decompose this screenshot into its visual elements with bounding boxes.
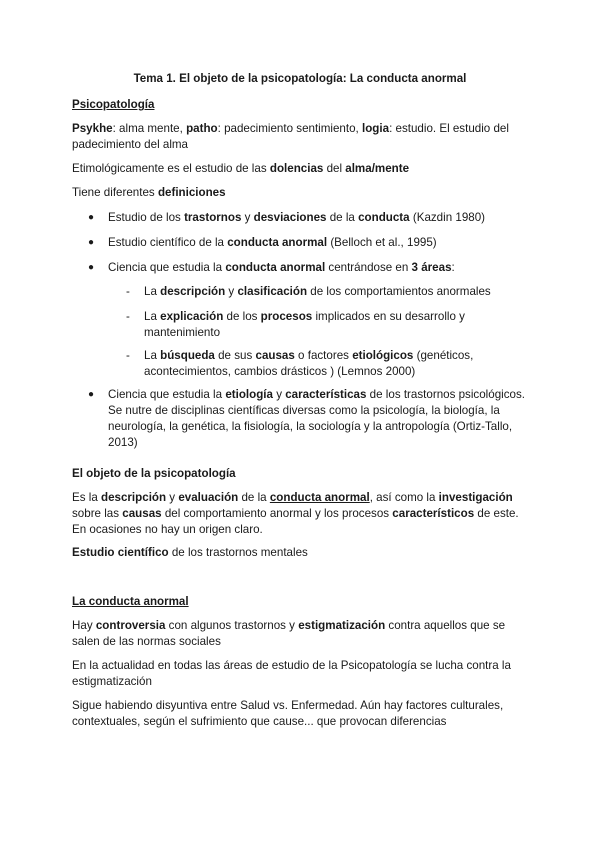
- document-title: Tema 1. El objeto de la psicopatología: La conducta anormal: [133, 72, 467, 85]
- bullet-marker: ●: [88, 262, 95, 273]
- bullet-marker: ●: [88, 389, 95, 400]
- paragraph-objeto: Es la descripción y evaluación de la conducta anormal, así como la investigación sobre las causas del comportamiento anormal y los procesos característicos de este. En ocasiones no hay un origen claro.: [72, 491, 519, 536]
- section-heading-conducta-anormal: La conducta anormal: [72, 595, 189, 608]
- paragraph-psykhe: Psykhe: alma mente, patho: padecimiento sentimiento, logia: estudio. El estudio del padecimiento del alma: [72, 122, 509, 151]
- section-heading-objeto: El objeto de la psicopatología: [72, 467, 236, 480]
- paragraph-disyuntiva: Sigue habiendo disyuntiva entre Salud vs. Enfermedad. Aún hay factores culturales, contextuales, según el sufrimiento que cause... que provocan diferencias: [72, 699, 504, 728]
- bullet-marker: ●: [88, 212, 95, 223]
- document-page: Tema 1. El objeto de la psicopatología: La conducta anormal Psicopatología Psykhe: alma mente, patho: padecimiento sentimiento, logia: estudio. El estudio del padecimiento del alma Etimológicamente es el estudio de las dolencias del alma/mente Tiene diferentes definiciones ● Estudio de los trastornos y desviaciones de la conducta (Kazdin 1980) ● Estudio científico de la conducta anormal (Belloch et al., 1995) ● Ciencia que estudia la conducta anormal centrándose en 3 áreas: - La descripción y clasificación de los comportamientos anormales - La explicación de los procesos implicados en su desarrollo y mantenimiento - La búsqueda de sus causas o factores etiológicos (genéticos, acontecimientos, cambios drásticos ) (Lemnos 2000) ● Ciencia que estudia la etiología y características de los trastornos psicológicos. Se nutre de disciplinas científicas diversas como la psicología, la biología, la neurología, la genética, la fisiología, la sociología y la antropología (Ortiz-Tallo, 2013) El objeto de la psicopatología Es la descripción y evaluación de la conducta anormal, así como la investigación sobre las causas del comportamiento anormal y los procesos característicos de este. En ocasiones no hay un origen claro. Estudio científico de los trastornos mentales La conducta anormal Hay controversia con algunos trastornos y estigmatización contra aquellos que se salen de las normas sociales En la actualidad en todas las áreas de estudio de la Psicopatología se lucha contra la estigmatización Sigue habiendo disyuntiva entre Salud vs. Enfermedad. Aún hay factores culturales, contextuales, según el sufrimiento que cause... que provocan diferencias: [0, 0, 600, 848]
- paragraph-estudio-cientifico: Estudio científico de los trastornos mentales: [72, 546, 308, 559]
- dash-marker: -: [126, 285, 130, 298]
- paragraph-definiciones: Tiene diferentes definiciones: [72, 186, 226, 199]
- dash-marker: -: [126, 310, 130, 323]
- section-heading-psicopatologia: Psicopatología: [72, 98, 155, 111]
- paragraph-actualidad: En la actualidad en todas las áreas de estudio de la Psicopatología se lucha contra la estigmatización: [72, 659, 511, 688]
- paragraph-controversia: Hay controversia con algunos trastornos y estigmatización contra aquellos que se salen de las normas sociales: [72, 619, 506, 648]
- paragraph-etimologia: Etimológicamente es el estudio de las dolencias del alma/mente: [72, 162, 410, 175]
- bullet-marker: ●: [88, 237, 95, 248]
- dash-marker: -: [126, 349, 130, 362]
